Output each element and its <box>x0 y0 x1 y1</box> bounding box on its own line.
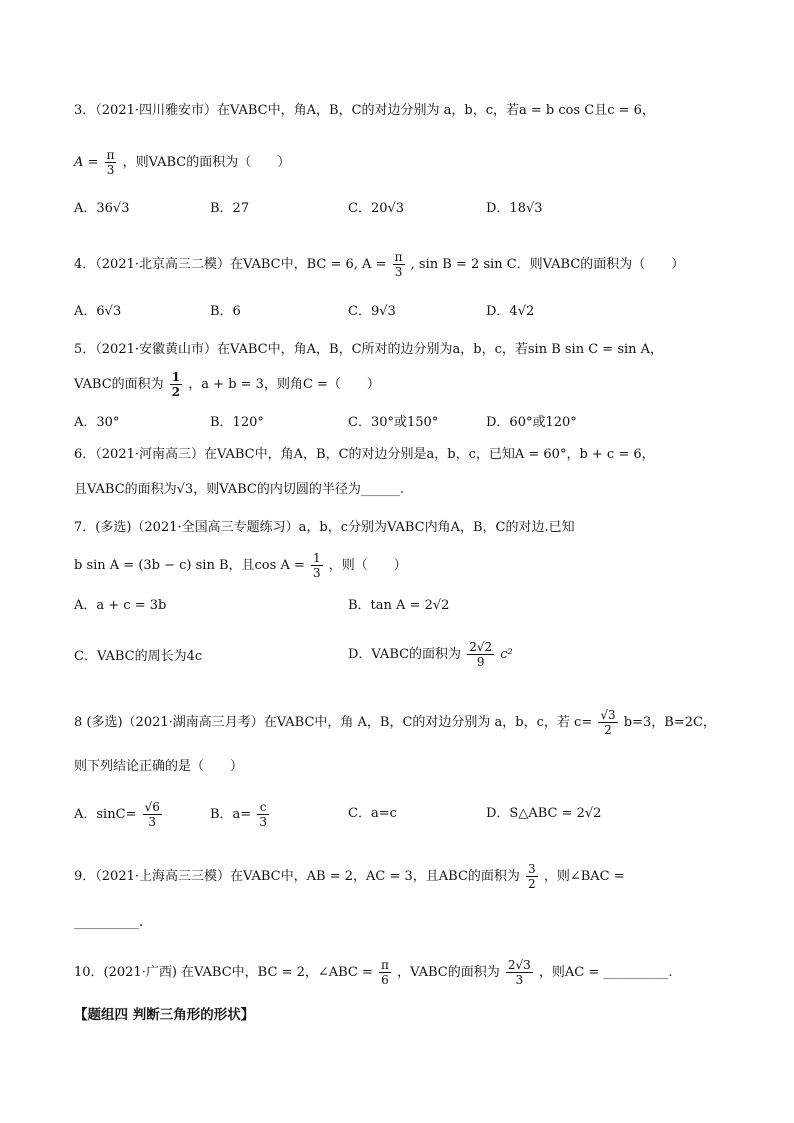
q10-stem <box>74 958 673 987</box>
q7-stem-text-b: ，则（ ） <box>328 558 407 573</box>
q3-stem-line1: 3．（2021·四川雅安市）在VABC中，角A，B，C的对边分别为 a，b，c，若a = b cos C且c = 6， <box>74 103 655 118</box>
q8-option-b <box>210 800 271 829</box>
section-heading: 【题组四 判断三角形的形状】 <box>74 1007 255 1023</box>
q9-stem-line1 <box>74 862 625 891</box>
q8-stem-text-a: 8 (多选)（2021·湖南高三月考）在VABC中，角 A，B，C的对边分别为 a，b，c，若 c= <box>74 715 593 730</box>
q7-stem-line1: 7．(多选)（2021·全国高三专题练习）a，b，c分别为VABC内角A，B，C的对边.已知 <box>74 520 575 535</box>
q6-stem-line1: 6．（2021·河南高三）在VABC中，角A，B，C的对边分别是a，b，c，已知A = 60°，b + c = 6， <box>74 447 655 462</box>
q9-stem-text-b: ，则∠BAC = <box>543 869 625 884</box>
q8-option-d: D．S△ABC = 2√2 <box>486 806 602 821</box>
q9-answer-blank: __________. <box>74 915 144 930</box>
q8-stem-line1 <box>74 708 716 737</box>
q5-stem-text-a: VABC的面积为 <box>74 377 164 392</box>
q3-option-a: A．36√3 <box>74 201 130 216</box>
q4-stem-text-a: 4．（2021·北京高三二模）在VABC中，BC = 6, A = <box>74 257 387 272</box>
q4-option-c: C．9√3 <box>348 304 396 319</box>
q7-fraction: $\frac{1}{3}$ <box>313 551 321 580</box>
q10-stem-text-c: ，则AC = __________. <box>538 965 673 980</box>
q3-fraction: $\frac{\pi}{3}$ <box>106 148 115 177</box>
q4-fraction: $\frac{\pi}{3}$ <box>394 250 403 279</box>
q10-stem-text-a: 10．(2021·广西) 在VABC中，BC = 2，∠ABC = <box>74 965 373 980</box>
q5-option-a: A．30° <box>74 415 120 430</box>
q4-option-d: D．4√2 <box>486 304 535 319</box>
q8-option-a-text: A．sinC= <box>74 807 137 822</box>
q7-option-a: A．a + c = 3b <box>74 598 167 613</box>
q5-option-c: C．30°或150° <box>348 415 439 430</box>
q8-option-a-fraction: $\frac{√6}{3}$ <box>144 800 160 829</box>
q4-option-a: A．6√3 <box>74 304 122 319</box>
q5-stem-text-b: ，a + b = 3，则角C =（ ） <box>188 377 380 392</box>
q4-stem <box>74 250 684 279</box>
q8-stem-text-b: b=3，B=2C， <box>623 715 716 730</box>
q5-stem-line1: 5．（2021·安徽黄山市）在VABC中，角A，B，C所对的边分别为a，b，c，若sin B sin C = sin A， <box>74 342 664 357</box>
q4-option-b: B．6 <box>210 304 241 319</box>
q7-option-b: B．tan A = 2√2 <box>348 598 450 613</box>
q8-option-b-fraction: $\frac{c}{3}$ <box>259 800 267 829</box>
q7-option-d-fraction: $\frac{2√2}{9}$ <box>469 640 493 669</box>
q7-option-c: C．VABC的周长为4c <box>74 649 203 664</box>
q3-question-text: ，则VABC的面积为（ ） <box>122 155 291 170</box>
q5-option-b: B．120° <box>210 415 264 430</box>
q3-option-c: C．20√3 <box>348 201 405 216</box>
q5-option-d: D．60°或120° <box>486 415 577 430</box>
q8-option-b-text: B．a= <box>210 807 252 822</box>
q7-stem-line2 <box>74 551 407 580</box>
q3-angle-label: A = <box>74 155 99 170</box>
q8-stem-line2: 则下列结论正确的是（ ） <box>74 759 244 774</box>
q10-stem-text-b: ，VABC的面积为 <box>397 965 500 980</box>
q3-option-b: B．27 <box>210 201 250 216</box>
q10-fraction-2: $\frac{2√3}{3}$ <box>507 958 531 987</box>
q3-stem-line2 <box>74 148 290 177</box>
q3-option-d: D．18√3 <box>486 201 543 216</box>
q7-stem-text-a: b sin A = (3b − c) sin B，且cos A = <box>74 558 305 573</box>
q9-fraction: $\frac{3}{2}$ <box>528 862 536 891</box>
q8-option-c: C．a=c <box>348 806 397 821</box>
q4-stem-text-b: , sin B = 2 sin C．则VABC的面积为（ ） <box>410 257 685 272</box>
q9-stem-text-a: 9．（2021·上海高三三模）在VABC中，AB = 2，AC = 3，且ABC的面积为 <box>74 869 520 884</box>
q5-fraction: $\frac{1}{2}$ <box>171 370 181 399</box>
q6-stem-line2: 且VABC的面积为√3，则VABC的内切圆的半径为______. <box>74 482 404 497</box>
q7-option-d <box>348 640 513 669</box>
q8-fraction: $\frac{√3}{2}$ <box>600 708 616 737</box>
q7-option-d-term: c² <box>500 647 513 662</box>
q8-option-a <box>74 800 164 829</box>
q7-option-d-text: D．VABC的面积为 <box>348 647 462 662</box>
q5-stem-line2 <box>74 370 380 399</box>
q10-fraction-1: $\frac{\pi}{6}$ <box>381 958 389 987</box>
